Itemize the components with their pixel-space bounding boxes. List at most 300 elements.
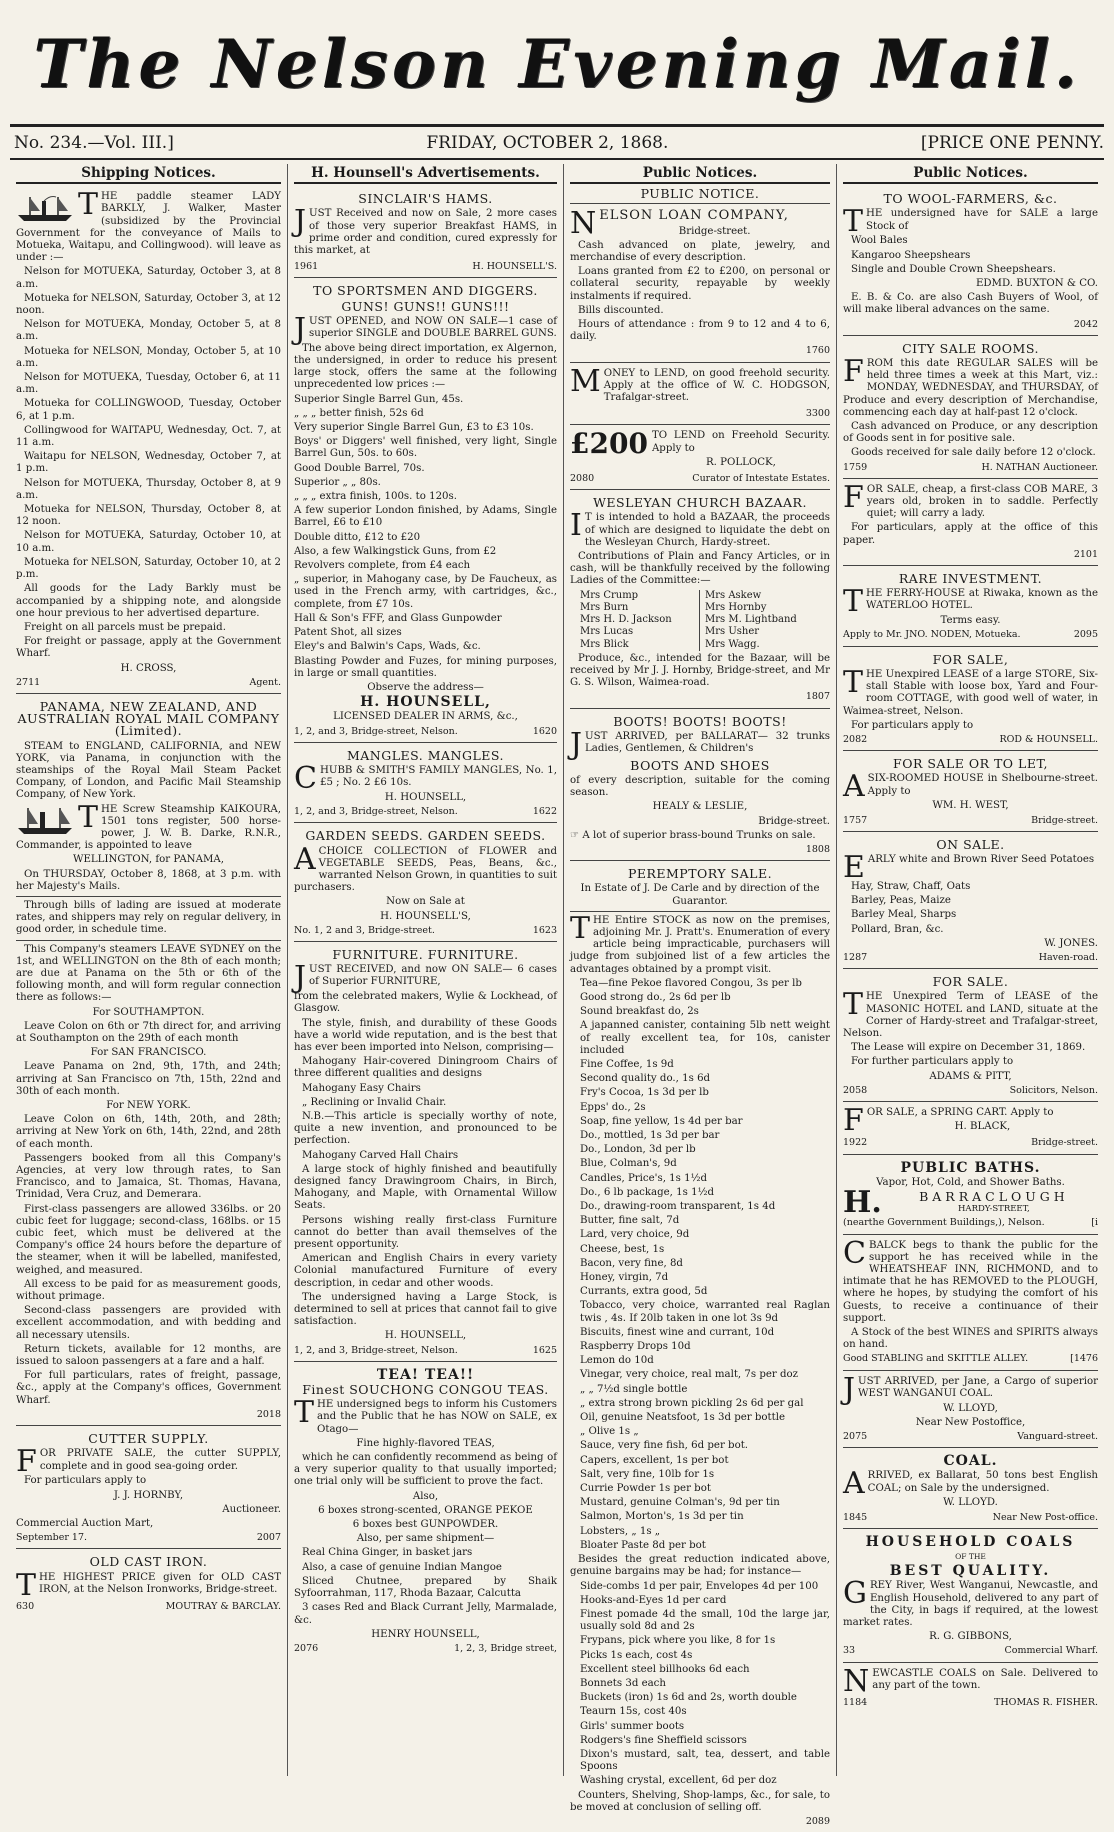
- list-item: Real China Ginger, in basket jars: [302, 1547, 473, 1559]
- ad-subtitle: GUNS! GUNS!! GUNS!!!: [341, 298, 510, 314]
- address: 1, 2, 3, Bridge street,: [454, 1642, 557, 1654]
- price-item: Cheese, best, 1s: [580, 1243, 665, 1255]
- ad-text: Counters, Shelving, Shop-lamps, &c., for sale, to be moved at conclusion of selling off.: [570, 1789, 830, 1813]
- dealer-name: H. HOUNSELL,: [360, 694, 491, 711]
- ad-number: 2089: [805, 1815, 830, 1827]
- ad-text: HE FERRY-HOUSE at Riwaka, known as the WATERLOO HOTEL.: [866, 588, 1098, 612]
- ad-text: Bills discounted.: [578, 304, 664, 316]
- ad-text: This Company's steamers LEAVE SYDNEY on the 1st, and WELLINGTON on the 8th of each month; are due at Panama on the 5th or 6th of the following month, and will form regular connection there as follows:—: [16, 943, 281, 1004]
- ad-old-cast-iron: [16, 1551, 281, 1616]
- ad-200-to-lend: [570, 427, 830, 490]
- ad-english-coal: [843, 1450, 1098, 1529]
- ad-panama-mail: [16, 696, 281, 1426]
- signer: H. HOUNSELL'S.: [472, 261, 557, 273]
- drop-cap: A: [843, 1466, 865, 1502]
- drop-cap: T: [843, 204, 864, 240]
- ad-number: 1759: [843, 461, 868, 473]
- drop-cap: N: [843, 1663, 870, 1699]
- street: HARDY-STREET,: [958, 1204, 1030, 1215]
- price-item: A japanned canister, containing 5lb nett weight of really excellent tea, for 10s, canister included: [580, 1020, 830, 1056]
- ad-cutter-supply: [16, 1428, 281, 1549]
- column-public-notices: [564, 164, 837, 1827]
- column-public-notices-2: [837, 164, 1104, 1776]
- committee-member: Mrs Askew: [705, 589, 762, 601]
- ad-title: PEREMPTORY SALE.: [627, 866, 773, 882]
- price-item: Dixon's mustard, salt, tea, dessert, and table Spoons: [580, 1748, 830, 1773]
- ad-number: 2075: [843, 1431, 868, 1443]
- signer: ADAMS & PITT,: [929, 1070, 1012, 1082]
- price-item: Blasting Powder and Fuzes, for mining purposes, in large or small quantities.: [294, 655, 557, 679]
- signer: J. J. HORNBY,: [113, 1489, 184, 1501]
- ad-newcastle-coals: [843, 1665, 1098, 1713]
- signer: THOMAS R. FISHER.: [994, 1696, 1098, 1708]
- ad-text: Also,: [412, 1490, 439, 1502]
- street: Vanguard-street.: [1017, 1431, 1098, 1443]
- list-item: Single and Double Crown Sheepshears.: [851, 263, 1056, 275]
- schedule-line: Nelson for MOTUEKA, Monday, October 5, at 8 a.m.: [16, 319, 281, 343]
- ad-text: Good STABLING and SKITTLE ALLEY.: [843, 1353, 1029, 1365]
- signer: H. NATHAN Auctioneer.: [981, 461, 1098, 473]
- ad-title: TEA! TEA!!: [376, 1366, 475, 1383]
- ad-house-to-let: [843, 753, 1098, 832]
- price-item: Good Double Barrel, 70s.: [294, 462, 425, 474]
- street: Haven-road.: [1038, 951, 1098, 963]
- price-item: „ „ 7½d single bottle: [580, 1383, 688, 1395]
- drop-cap: T: [78, 187, 99, 223]
- subheading: For SAN FRANCISCO.: [90, 1047, 207, 1059]
- ad-text: All goods for the Lady Barkly must be accompanied by a shipping note, and alongside one hour previous to her advertised departure.: [16, 583, 281, 619]
- ad-text: ROM this date REGULAR SALES will be held three times a week at this Mart, viz.: MONDAY, WEDNESDAY, and THURSDAY, of Produce and every description of Merchandise, commencing each day at half-past 12 o'clock.: [843, 358, 1098, 418]
- ad-text: HUBB & SMITH'S FAMILY MANGLES, No. 1, £5 ; No. 2 £6 10s.: [319, 764, 557, 789]
- ad-title: BOOTS! BOOTS! BOOTS!: [613, 713, 787, 729]
- drop-cap: F: [843, 479, 864, 515]
- drop-cap: T: [570, 910, 591, 946]
- ad-household-coals: [843, 1531, 1098, 1663]
- subheading: For NEW YORK.: [106, 1100, 191, 1112]
- ad-title: RARE INVESTMENT.: [898, 571, 1043, 587]
- ad-text: HE HIGHEST PRICE given for OLD CAST IRON, at the Nelson Ironworks, Bridge-street.: [39, 1571, 281, 1595]
- ad-title: TO SPORTSMEN AND DIGGERS.: [313, 283, 538, 299]
- list-item: Kangaroo Sheepshears: [851, 249, 971, 261]
- issue-number: No. 234.—Vol. III.]: [14, 133, 174, 153]
- signer: W. LLOYD.: [943, 1497, 998, 1509]
- ad-text: ONEY to LEND, on good freehold security. Apply at the office of W. C. HODGSON, Trafalgar-street.: [603, 367, 830, 404]
- ad-number: 1625: [532, 1344, 557, 1356]
- ad-title: SINCLAIR'S HAMS.: [358, 191, 493, 207]
- ad-text: Cash advanced on plate, jewelry, and merchandise of every description.: [570, 239, 830, 264]
- ad-number: 2080: [570, 473, 595, 485]
- ad-number: 1184: [843, 1696, 868, 1708]
- address: Near New Postoffice,: [915, 1416, 1026, 1428]
- price-item: Do., drawing-room transparent, 1s 4d: [580, 1201, 776, 1213]
- price-item: Butter, fine salt, 7d: [580, 1215, 680, 1227]
- drop-cap: T: [294, 1395, 315, 1431]
- price-item: Superior Single Barrel Gun, 45s.: [294, 393, 464, 405]
- ad-text: LICENSED DEALER IN ARMS, &c.,: [333, 711, 518, 723]
- ad-number: 33: [843, 1645, 856, 1657]
- ad-spring-cart: [843, 1104, 1098, 1155]
- address: No. 1, 2 and 3, Bridge-street.: [294, 924, 435, 936]
- drop-cap: E: [843, 849, 865, 885]
- committee-member: Mrs Lucas: [580, 626, 634, 638]
- address: 1, 2, and 3, Bridge-street, Nelson.: [294, 725, 458, 737]
- schedule-line: Waitapu for NELSON, Wednesday, October 7, at 1 p.m.: [16, 451, 281, 475]
- price-item: Lemon do 10d: [580, 1355, 654, 1367]
- signer: H. HOUNSELL'S,: [380, 910, 471, 922]
- drop-cap: M: [570, 363, 601, 399]
- price-item: Honey, virgin, 7d: [580, 1272, 669, 1284]
- ad-text: OR SALE, a SPRING CART. Apply to: [866, 1106, 1054, 1118]
- ad-number: 3300: [805, 408, 830, 420]
- ad-number: 1760: [805, 345, 830, 357]
- signer-role: Commercial Wharf.: [1004, 1645, 1098, 1657]
- ad-text: N.B.—This article is specially worthy of note, quite a new invention, and pronounced to be perfection.: [294, 1110, 557, 1147]
- committee-member: Mrs Crump: [580, 589, 639, 601]
- price-item: Currie Powder 1s per bot: [580, 1483, 711, 1495]
- price-item: Hooks-and-Eyes 1d per card: [580, 1594, 727, 1606]
- column-hounsell: [288, 164, 564, 1776]
- ad-text: OR PRIVATE SALE, the cutter SUPPLY, complete and in good sea-going order.: [39, 1448, 281, 1472]
- ad-wool-farmers: [843, 188, 1098, 336]
- ad-number: 2095: [1073, 629, 1098, 641]
- committee-member: Mrs H. D. Jackson: [580, 614, 672, 626]
- ad-text: Produce, &c., intended for the Bazaar, will be received by Mr J. J. Hornby, Bridge-street, and Mr G. S. Wilson, Waimea-road.: [570, 652, 830, 689]
- ad-text: Persons wishing really first-class Furniture cannot do better than avail themselves of the present opportunity.: [294, 1214, 557, 1251]
- ad-public-baths: [843, 1157, 1098, 1235]
- ad-title: GARDEN SEEDS. GARDEN SEEDS.: [305, 828, 546, 844]
- pointing-hand-icon: ☞: [570, 829, 583, 841]
- ad-text: RRIVED, ex Ballarat, 50 tons best English COAL; on Sale by the undersigned.: [867, 1470, 1098, 1494]
- price-item: Raspberry Drops 10d: [580, 1341, 691, 1353]
- ad-text: 6 boxes strong-scented, ORANGE PEKOE: [318, 1504, 533, 1516]
- ad-text: Leave Colon on 6th, 14th, 20th, and 28th; arriving at New York on 6th, 14th, 22nd, and 28th of each month.: [16, 1114, 281, 1150]
- price-item: Salmon, Morton's, 1s 3d per tin: [580, 1511, 744, 1523]
- ad-text: The above being direct importation, ex Algernon, the undersigned, in order to reduce his present large stock, offers the same at the following unprecedented low prices :—: [294, 342, 557, 391]
- signer: R. G. GIBBONS,: [929, 1631, 1012, 1643]
- amount: £200: [570, 427, 648, 461]
- price-item: Excellent steel billhooks 6d each: [580, 1663, 750, 1675]
- drop-cap: J: [570, 726, 583, 762]
- ad-text: HE Screw Steamship KAIKOURA, 1501 tons register, 500 horse-power, J. W. B. Darke, R.N.R., Commander, is appointed to leave: [16, 803, 281, 852]
- ad-text: EWCASTLE COALS on Sale. Delivered to any part of the town.: [872, 1667, 1098, 1691]
- ad-peremptory-sale: [570, 863, 830, 1832]
- ad-title: PANAMA, NEW ZEALAND, AND AUSTRALIAN ROYAL MAIL COMPANY (Limited).: [17, 698, 280, 739]
- ad-text: The Lease will expire on December 31, 1869.: [851, 1042, 1086, 1054]
- ad-number: [1476: [1070, 1353, 1098, 1365]
- ad-number: 1622: [532, 806, 557, 818]
- ad-number: 1757: [843, 814, 868, 826]
- ad-text: OR SALE, cheap, a first-class COB MARE, 3 years old, broken in to saddle. Perfectly quiet; will carry a lady.: [866, 483, 1098, 520]
- ad-text: Goods received for sale daily before 12 o'clock.: [851, 447, 1096, 459]
- ad-text: SIX-ROOMED HOUSE in Shelbourne-street. Apply to: [867, 773, 1098, 797]
- ad-title: HOUSEHOLD COALS: [865, 1533, 1076, 1550]
- ad-text: Besides the great reduction indicated above, genuine bargains may be had; for instance—: [570, 1554, 830, 1578]
- price-item: Do., London, 3d per lb: [580, 1144, 696, 1156]
- address: (nearthe Government Buildings,), Nelson.: [843, 1217, 1045, 1229]
- ad-text: HE Unexpired LEASE of a large STORE, Six-stall Stable with loose box, Yard and Four-room COTTAGE, with good well of water, in Waimea-street, Nelson.: [843, 668, 1098, 717]
- ad-text: HE undersigned begs to inform his Customers and the Public that he has NOW on SALE, ex Otago—: [317, 1399, 557, 1435]
- price-item: Sound breakfast do, 2s: [580, 1006, 699, 1018]
- section-header: Public Notices.: [570, 167, 830, 184]
- ad-masonic-hotel: [843, 971, 1098, 1102]
- ad-title: PUBLIC BATHS.: [900, 1159, 1041, 1176]
- ad-text: The style, finish, and durability of these Goods have a world wide reputation, and is the best that has ever been imported into Nelson, comprising—: [294, 1017, 557, 1053]
- ad-number: 2082: [843, 733, 868, 745]
- ad-text: UST ARRIVED, per Jane, a Cargo of superior WEST WANGANUI COAL.: [858, 1375, 1098, 1399]
- ad-text: which he can confidently recommend as being of a very superior quality to that usually imported; one trial only will be sufficient to prove the fact.: [294, 1452, 557, 1488]
- ad-text: HE Entire STOCK as now on the premises, adjoining Mr. J. Pratt's. Enumeration of every article being impracticable, purchasers will judge from subjoined list of a few articles the advantages obtained by a prompt visit.: [570, 914, 830, 975]
- price-item: Rodgers's fine Sheffield scissors: [580, 1734, 747, 1746]
- divider: [16, 896, 281, 897]
- ad-text: For full particulars, rates of freight, passage, &c., apply at the Company's offices, Government Wharf.: [16, 1370, 281, 1406]
- ad-text: For freight or passage, apply at the Government Wharf.: [16, 636, 281, 660]
- price-item: A few superior London finished, by Adams, Single Barrel, £6 to £10: [294, 505, 557, 529]
- drop-cap: A: [843, 769, 865, 805]
- ad-number: 1922: [843, 1137, 868, 1149]
- price-item: Frypans, pick where you like, 8 for 1s: [580, 1635, 776, 1647]
- price-item: Hall & Son's FFF, and Glass Gunpowder: [294, 612, 502, 624]
- ad-subtitle: Vapor, Hot, Cold, and Shower Baths.: [876, 1176, 1065, 1188]
- list-item: Mahogany Hair-covered Diningroom Chairs of three different qualities and designs: [294, 1056, 557, 1080]
- price-item: Vinegar, very choice, real malt, 7s per doz: [580, 1369, 799, 1381]
- signer-role: Curator of Intestate Estates.: [692, 473, 830, 485]
- ad-text: from the celebrated makers, Wylie & Lockhead, of Glasgow.: [294, 991, 557, 1015]
- committee-list: [580, 590, 820, 651]
- list-item: Mahogany Carved Hall Chairs: [302, 1149, 459, 1161]
- ad-text: T is intended to hold a BAZAAR, the proceeds of which are designed to liquidate the debt on the Wesleyan Church, Hardy-street.: [584, 512, 830, 548]
- schedule-line: Motueka for COLLINGWOOD, Tuesday, October 6, at 1 p.m.: [16, 398, 281, 422]
- ad-number: 2101: [1073, 548, 1098, 560]
- ad-boots: [570, 711, 830, 862]
- signer: H. HOUNSELL,: [384, 791, 467, 803]
- ad-text: BALCK begs to thank the public for the support he has received while in the WHEATSHEAF INN, RICHMOND, and to intimate that he has REMOVED to the PLOUGH, where he hopes, by studying the comfort of his Guests, to receive a continuance of their support.: [843, 1239, 1098, 1324]
- ad-number: 1845: [843, 1511, 868, 1523]
- price-item: „ superior, in Mahogany case, by De Faucheux, as used in the French army, with cartridges, &c., complete, from £7 10s.: [294, 574, 557, 610]
- signer: H. HOUNSELL,: [384, 1330, 467, 1342]
- ad-number: 2007: [256, 1532, 281, 1544]
- ad-text: Loans granted from £2 to £200, on personal or collateral security, repayable by weekly instalments if required.: [570, 266, 830, 302]
- ad-subtitle: BOOTS AND SHOES: [630, 757, 770, 773]
- drop-cap: J: [294, 311, 307, 347]
- committee-member: Mrs Burn: [580, 601, 629, 613]
- proprietor-name: BARRACLOUGH: [919, 1188, 1069, 1204]
- ad-tea: [294, 1364, 557, 1659]
- ad-text: Return tickets, available for 12 months, are issued to saloon passengers at a fare and a half.: [16, 1343, 281, 1368]
- committee-member: Mrs Usher: [705, 626, 760, 638]
- price-item: Blue, Colman's, 9d: [580, 1158, 677, 1170]
- ad-text: Leave Colon on 6th or 7th direct for, and arriving at Southampton on the 29th of each month: [16, 1020, 281, 1044]
- ad-number: 630: [16, 1600, 35, 1612]
- price-item: „ „ „ better finish, 52s 6d: [294, 407, 424, 419]
- ad-text: Also, per same shipment—: [356, 1533, 495, 1545]
- committee-member: Mrs Blick: [580, 638, 629, 650]
- ad-text: REY River, West Wanganui, Newcastle, and English Household, delivered to any part of the City, in bags if required, at the lowest market rates.: [843, 1580, 1098, 1629]
- price-item: Mustard, genuine Colman's, 9d per tin: [580, 1497, 780, 1509]
- place: Commercial Auction Mart,: [16, 1517, 154, 1529]
- price-item: Epps' do., 2s: [580, 1101, 646, 1113]
- list-item: Hay, Straw, Chaff, Oats: [851, 880, 971, 892]
- ad-text: Apply to Mr. JNO. NODEN, Motueka.: [843, 629, 1021, 641]
- list-item: 3 cases Red and Black Currant Jelly, Marmalade, &c.: [294, 1602, 557, 1626]
- price-item: Biscuits, finest wine and currant, 10d: [580, 1326, 775, 1338]
- ad-text: Observe the address—: [367, 681, 484, 693]
- price-item: Also, a few Walkingstick Guns, from £2: [294, 545, 497, 557]
- newspaper-title: The Nelson Evening Mail.: [33, 25, 1081, 103]
- drop-cap: F: [16, 1444, 37, 1480]
- ad-title: FOR SALE OR TO LET,: [893, 756, 1048, 772]
- price-item: „ Olive 1s „: [580, 1426, 639, 1438]
- ad-text: For particulars, apply at the office of this paper.: [843, 522, 1098, 546]
- drop-cap: F: [843, 354, 864, 390]
- ad-text: HE Unexpired Term of LEASE of the MASONIC HOTEL and LAND, situate at the Corner of Hardy-street and Trafalgar-street, Nelson.: [843, 991, 1098, 1039]
- ad-rare-investment: [843, 568, 1098, 647]
- ad-number: 1287: [843, 951, 868, 963]
- list-item: Also, a case of genuine Indian Mangoe: [302, 1561, 502, 1573]
- price-item: Side-combs 1d per pair, Envelopes 4d per 100: [580, 1580, 819, 1592]
- signer: ROD & HOUNSELL.: [999, 733, 1098, 745]
- divider: [570, 911, 830, 912]
- ad-text: American and English Chairs in every variety Colonial manufactured Furniture of every description, in cedar and other woods.: [294, 1253, 557, 1289]
- ad-text: Passengers booked from all this Company's Agencies, at very low through rates, to San Francisco, and to Jamaica, St. Thomas, Havana, Trinidad, Vera Cruz, and Demerara.: [16, 1152, 281, 1201]
- ad-title: PUBLIC NOTICE.: [570, 188, 830, 204]
- ad-text: For further particulars apply to: [851, 1056, 1014, 1068]
- ad-title: FURNITURE. FURNITURE.: [332, 946, 519, 962]
- price-item: Currants, extra good, 5d: [580, 1286, 708, 1298]
- drop-cap: T: [16, 1567, 37, 1603]
- dateline-rule: [10, 158, 1104, 160]
- price-item: Superior „ „ 80s.: [294, 476, 381, 488]
- ad-number: 2711: [16, 676, 41, 688]
- signer: H. BLACK,: [954, 1121, 1011, 1133]
- signer: W. JONES.: [1044, 937, 1098, 949]
- ad-title: ELSON LOAN COMPANY,: [599, 208, 789, 224]
- ad-text: Through bills of lading are issued at moderate rates, and shippers may rely on regular delivery, in good order, in schedule time.: [16, 899, 281, 936]
- price-item: Fine Coffee, 1s 9d: [580, 1058, 674, 1070]
- ad-text: UST Received and now on Sale, 2 more cases of those very superior Breakfast HAMS, in prime order and condition, cured expressly for this market, at: [294, 208, 557, 257]
- ad-title: CITY SALE ROOMS.: [902, 340, 1039, 356]
- ad-text: For particulars apply to: [24, 1475, 147, 1487]
- price-item: Salt, very fine, 10lb for 1s: [580, 1468, 715, 1480]
- ad-text: All excess to be paid for as measurement goods, without primage.: [16, 1278, 281, 1303]
- ad-text: For particulars apply to: [851, 719, 974, 731]
- ad-title: FOR SALE,: [932, 651, 1009, 667]
- price-item: Revolvers complete, from £4 each: [294, 560, 471, 572]
- ad-subtitle: In Estate of J. De Carle and by direction of the Guarantor.: [580, 883, 820, 907]
- ad-text: Terms easy.: [940, 615, 1001, 627]
- price-item: Girls' summer boots: [580, 1720, 685, 1732]
- ad-title: WESLEYAN CHURCH BAZAAR.: [593, 495, 807, 511]
- address: 1, 2, and 3, Bridge-street, Nelson.: [294, 1344, 458, 1356]
- ad-text: UST OPENED, and NOW ON SALE—1 case of superior SINGLE and DOUBLE BARREL GUNS.: [309, 315, 557, 340]
- ad-text: Now on Sale at: [386, 896, 465, 908]
- steamship-icon: [16, 806, 74, 836]
- street: Bridge-street.: [1031, 814, 1098, 826]
- list-item: Sliced Chutnee, prepared by Shaik Syfoorrahman, 117, Rhoda Bazaar, Calcutta: [294, 1575, 557, 1600]
- ad-text: STEAM to ENGLAND, CALIFORNIA, and NEW YORK, via Panama, in conjunction with the steamships of the Royal Mail Steam Packet Company, of London, and Pacific Mail Steamship Company, of New York.: [16, 740, 281, 801]
- ad-number: [i: [1091, 1217, 1098, 1229]
- ad-text: UST ARRIVED, per BALLARAT— 32 trunks Ladies, Gentlemen, & Children's: [585, 730, 830, 754]
- signer: EDMD. BUXTON & CO.: [975, 278, 1098, 290]
- schedule-line: Motueka for NELSON, Thursday, October 8, at 12 noon.: [16, 504, 281, 528]
- masthead-rule: [10, 124, 1104, 127]
- drop-cap: T: [843, 664, 864, 700]
- schedule-line: Collingwood for WAITAPU, Wednesday, Oct. 7, at 11 a.m.: [16, 424, 281, 449]
- ad-text: First-class passengers are allowed 336lbs. or 20 cubic feet for luggage; second-class, 168lbs. or 15 cubic feet, which must be delivered at the Company's office 24 hours before the departure of the steamer, when it will be labelled, manifested, weighed, and measured.: [16, 1203, 281, 1276]
- price-item: Boys' or Diggers' well finished, very light, Single Barrel Gun, 50s. to 60s.: [294, 436, 557, 460]
- column-shipping: [10, 164, 288, 1776]
- signer: R. POLLOCK,: [706, 456, 776, 468]
- price-item: Buckets (iron) 1s 6d and 2s, worth double: [580, 1692, 797, 1704]
- schedule-line: Nelson for MOTUEKA, Thursday, October 8, at 9 a.m.: [16, 477, 281, 501]
- ad-number: 2076: [294, 1642, 319, 1654]
- signer-role: Solicitors, Nelson.: [1009, 1084, 1098, 1096]
- list-item: Mahogany Easy Chairs: [302, 1082, 421, 1094]
- dateline: [14, 130, 1104, 156]
- section-header: Public Notices.: [843, 167, 1098, 184]
- price-item: „ „ „ extra finish, 100s. to 120s.: [294, 491, 458, 503]
- street: Bridge-street.: [758, 815, 830, 827]
- price-item: Washing crystal, excellent, 6d per doz: [580, 1775, 777, 1787]
- price-item: Bonnets 3d each: [580, 1677, 666, 1689]
- drop-cap: J: [843, 1371, 856, 1407]
- drop-cap: F: [843, 1102, 864, 1138]
- schedule-line: Motueka for NELSON, Monday, October 5, at 10 a.m.: [16, 345, 281, 369]
- ad-text: UST RECEIVED, and now ON SALE— 6 cases of Superior FURNITURE,: [309, 964, 557, 988]
- price-item: Patent Shot, all sizes: [294, 627, 402, 639]
- ad-garden-seeds: [294, 825, 557, 942]
- masthead: [0, 14, 1114, 124]
- price-item: Fry's Cocoa, 1s 3d per lb: [580, 1087, 709, 1099]
- signer: MOUTRAY & BARCLAY.: [165, 1600, 281, 1612]
- signer-role: Agent.: [249, 676, 281, 688]
- ad-title: COAL.: [943, 1453, 998, 1470]
- ad-number: 1961: [294, 261, 319, 273]
- ad-money-to-lend: [570, 365, 830, 426]
- ad-subtitle: BEST QUALITY.: [889, 1563, 1052, 1580]
- ad-balck-plough: [843, 1237, 1098, 1371]
- ad-title: ON SALE.: [936, 836, 1005, 852]
- price-item: Very superior Single Barrel Gun, £3 to £3 10s.: [294, 422, 534, 434]
- committee-member: Mrs Wagg.: [705, 638, 760, 650]
- list-item: A large stock of highly finished and beautifully designed fancy Drawingroom Chairs, in Birch, Mahogany, and Maple, with Ornamental Willow Seats.: [294, 1163, 557, 1212]
- address: 1, 2, and 3, Bridge-street, Nelson.: [294, 806, 458, 818]
- ad-furniture: [294, 944, 557, 1362]
- section-header: Shipping Notices.: [16, 167, 281, 184]
- list-item: Pollard, Bran, &c.: [851, 923, 944, 935]
- price-item: Double ditto, £12 to £20: [294, 531, 421, 543]
- ad-guns: [294, 280, 557, 742]
- ad-subtitle: OF THE: [955, 1552, 986, 1562]
- schedule-line: Motueka for NELSON, Saturday, October 3, at 12 noon.: [16, 292, 281, 317]
- ad-text: E. B. & Co. are also Cash Buyers of Wool, of will make liberal advances on the same.: [843, 292, 1098, 316]
- price-item: Do., mottled, 1s 3d per bar: [580, 1130, 720, 1141]
- price-item: „ extra strong brown pickling 2s 6d per gal: [580, 1397, 804, 1409]
- signer: HENRY HOUNSELL,: [371, 1628, 480, 1640]
- divider: [16, 940, 281, 941]
- ad-nelson-loan: [570, 207, 830, 362]
- ad-wesleyan-bazaar: [570, 492, 830, 708]
- price-item: Capers, excellent, 1s per bot: [580, 1454, 729, 1466]
- price-item: Lard, very choice, 9d: [580, 1229, 690, 1241]
- ad-number: 2018: [256, 1408, 281, 1420]
- schedule-line: Nelson for MOTUEKA, Tuesday, October 6, at 11 a.m.: [16, 372, 281, 396]
- list-item: Wool Bales: [851, 235, 908, 247]
- ad-wanganui-coal: [843, 1373, 1098, 1449]
- ad-text: CHOICE COLLECTION of FLOWER and VEGETABLE SEEDS, Peas, Beans, &c., warranted Nelson Grown, in quantities to suit purchasers.: [294, 845, 557, 894]
- price-item: Finest pomade 4d the small, 10d the large jar, usually sold 8d and 2s: [580, 1608, 830, 1633]
- subheading: For SOUTHAMPTON.: [92, 1006, 205, 1018]
- ad-text: Leave Panama on 2nd, 9th, 17th, and 24th; arriving at San Francisco on 7th, 15th, 22nd and 30th of each month.: [16, 1061, 281, 1097]
